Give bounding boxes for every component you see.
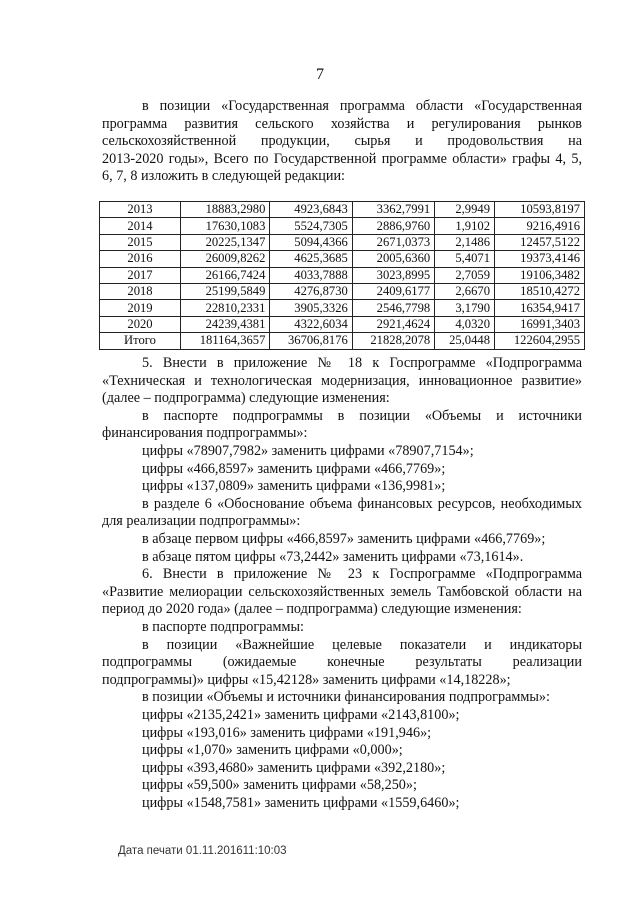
table-cell: 1,9102 [435,218,495,234]
table-cell: 4033,7888 [270,267,352,283]
table-row [100,234,585,250]
table-cell: 4,0320 [435,316,495,332]
financing-table [99,201,585,350]
item5-line-2: «Техническая и технологическая модернизация, инновационное развитие» [102,372,582,389]
item5-line-7: цифры «466,8597» заменить цифрами «466,7769»; [142,460,446,477]
item5-line-8: цифры «137,0809» заменить цифрами «136,9981»; [142,478,446,495]
table-cell: 122604,2955 [495,333,585,349]
intro-line-4: 2013-2020 годы», Всего по Государственной программе области» графы 4, 5, [102,150,582,167]
item6-line-1: 6. Внести в приложение № 23 к Госпрограмме «Подпрограмма [142,566,582,583]
table-cell: 19106,3482 [495,267,585,283]
table-cell: 17630,1083 [181,218,270,234]
table-cell: 36706,8176 [270,333,352,349]
item5-line-11: в абзаце первом цифры «466,8597» заменить цифрами «466,7769»; [142,531,546,547]
table-cell: 3023,8995 [352,267,434,283]
table-cell: 24239,4381 [181,316,270,332]
intro-line-2: программа развития сельского хозяйства и регулирования рынков [102,115,582,132]
table-cell: 9216,4916 [495,218,585,234]
item6-line-4: в паспорте подпрограммы: [142,619,304,635]
item5-line-1: 5. Внести в приложение № 18 к Госпрограмме «Подпрограмма [142,355,582,371]
item6-line-7: подпрограммы)» цифры «15,42128» заменить цифрами «14,18228»; [102,671,511,688]
table-cell: 4923,6843 [270,202,352,218]
item5-line-5: финансирования подпрограммы»: [102,425,308,442]
table-cell: 3905,3326 [270,300,352,316]
item6-line-9: цифры «2135,2421» заменить цифрами «2143,8100»; [142,707,460,723]
table-row [100,218,585,234]
table-cell: 16991,3403 [495,316,585,332]
table-cell: 19373,4146 [495,251,585,267]
table-cell: 2921,4624 [352,316,434,332]
table-cell: 18510,4272 [495,283,585,299]
table-cell: 2,9949 [435,202,495,218]
table-cell: 12457,5122 [495,234,585,250]
item6-line-12: цифры «393,4680» заменить цифрами «392,2180»; [142,759,446,776]
item6-line-11: цифры «1,070» заменить цифрами «0,000»; [142,742,403,759]
table-cell: 2005,6360 [352,251,434,267]
table-cell: 26166,7424 [181,267,270,283]
table-cell: 2886,9760 [352,218,434,234]
intro-line-1: в позиции «Государственная программа области «Государственная [142,98,582,114]
item6-line-14: цифры «1548,7581» заменить цифрами «1559,6460»; [142,795,460,811]
item5-line-3: (далее – подпрограмма) следующие изменения: [102,390,390,407]
table-cell: 2018 [100,283,181,299]
table-cell: 2016 [100,251,181,267]
table-row [100,283,585,299]
table-total-row [100,333,585,349]
intro-line-5: 6, 7, 8 изложить в следующей редакции: [102,168,345,185]
item6-line-8: в позиции «Объемы и источники финансирования подпрограммы»: [142,689,550,706]
table-cell: 2,1486 [435,234,495,250]
table-row [100,316,585,332]
table-cell: 181164,3657 [181,333,270,349]
item6-line-10: цифры «193,016» заменить цифрами «191,946»; [142,724,432,741]
print-date-footer: Дата печати 01.11.201611:10:03 [118,845,287,857]
table-cell: 10593,8197 [495,202,585,218]
item6-line-6: подпрограммы (ожидаемые конечные результаты реализации [102,654,582,671]
table-cell: 26009,8262 [181,251,270,267]
table-cell: 5094,4366 [270,234,352,250]
table-cell: 4276,8730 [270,283,352,299]
table-cell: 2013 [100,202,181,218]
table-cell: 3,1790 [435,300,495,316]
item5-line-10: для реализации подпрограммы»: [102,513,301,530]
page-number: 7 [316,66,324,83]
table-cell: 2017 [100,267,181,283]
table-cell: Итого [100,333,181,349]
table-cell: 2020 [100,316,181,332]
intro-line-3: сельскохозяйственной продукции, сырья и продовольствия на [102,133,582,150]
table-cell: 22810,2331 [181,300,270,316]
table-cell: 16354,9417 [495,300,585,316]
table-row [100,202,585,218]
table-cell: 21828,2078 [352,333,434,349]
table-cell: 2546,7798 [352,300,434,316]
table-cell: 20225,1347 [181,234,270,250]
table-cell: 18883,2980 [181,202,270,218]
table-cell: 5524,7305 [270,218,352,234]
table-cell: 25199,5849 [181,283,270,299]
table-cell: 2015 [100,234,181,250]
table-cell: 2019 [100,300,181,316]
table-cell: 2671,0373 [352,234,434,250]
item6-line-5: в позиции «Важнейшие целевые показатели и индикаторы [142,636,582,653]
item5-line-4: в паспорте подпрограммы в позиции «Объемы и источники [142,407,582,424]
item5-line-9: в разделе 6 «Обоснование объема финансовых ресурсов, необходимых [142,495,582,512]
table-cell: 2014 [100,218,181,234]
table-cell: 2,7059 [435,267,495,283]
table-row [100,300,585,316]
table-cell: 5,4071 [435,251,495,267]
item6-line-3: период до 2020 года» (далее – подпрограмма) следующие изменения: [102,601,522,618]
item5-line-6: цифры «78907,7982» заменить цифрами «78907,7154»; [142,443,474,459]
table-cell: 4625,3685 [270,251,352,267]
table-row [100,267,585,283]
table-cell: 3362,7991 [352,202,434,218]
table-row [100,251,585,267]
item5-line-12: в абзаце пятом цифры «73,2442» заменить цифрами «73,1614». [142,548,524,565]
item6-line-2: «Развитие мелиорации сельскохозяйственных земель Тамбовской области на [102,583,582,600]
table-cell: 2409,6177 [352,283,434,299]
table-cell: 25,0448 [435,333,495,349]
table-cell: 2,6670 [435,283,495,299]
table-cell: 4322,6034 [270,316,352,332]
item6-line-13: цифры «59,500» заменить цифрами «58,250»; [142,777,417,794]
